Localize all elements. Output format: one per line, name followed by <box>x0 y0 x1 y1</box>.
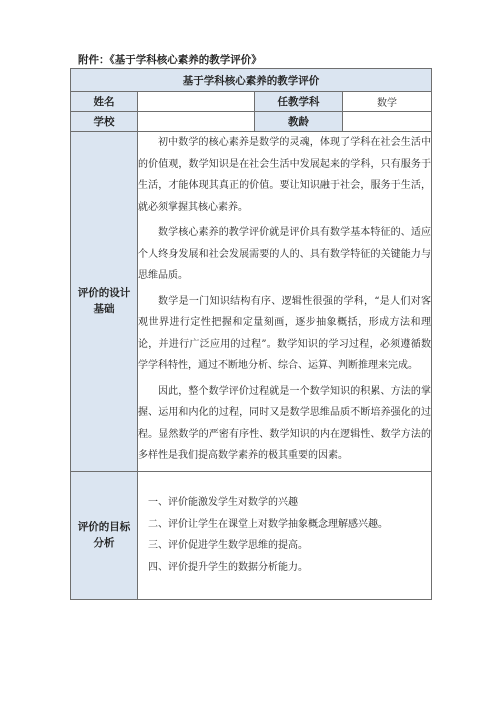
design-basis-label-line2: 基础 <box>93 303 115 316</box>
goal-item-3: 三、评价促进学生数学思维的提高。 <box>148 540 308 551</box>
teaching-age-value-cell <box>343 112 432 132</box>
design-basis-paragraph-2: 数学核心素养的教学评价就是评价具有数学基本特征的、适应个人终身发展和社会发展需要的人的、具有数学特征的关键能力与思维品质。 <box>138 227 431 281</box>
school-label: 学校 <box>71 112 138 132</box>
design-basis-paragraph-1: 初中数学的核心素养是数学的灵魂，体现了学科在社会生活中的价值观，数学知识是在社会生活中发展起来的学科，只有服务于生活，才能体现其真正的价值。要让知识融于社会，服务于生活，就必须掌握其核心素养。 <box>138 137 431 213</box>
goal-analysis-content <box>138 471 432 599</box>
school-value-cell <box>138 112 255 132</box>
form-title: 基于学科核心素养的教学评价 <box>71 69 432 92</box>
design-basis-label-line1: 评价的设计 <box>77 287 131 300</box>
evaluation-form-table <box>70 68 432 600</box>
attachment-title: 附件：《基于学科核心素养的教学评价》 <box>78 54 262 66</box>
goal-item-1: 一、评价能激发学生对数学的兴趣 <box>148 497 298 508</box>
goal-analysis-label-line1: 评价的目标 <box>77 521 131 533</box>
subject-label: 任教学科 <box>255 92 343 112</box>
design-basis-label <box>71 132 138 472</box>
design-basis-content <box>138 132 432 472</box>
teaching-age-label: 教龄 <box>255 112 343 132</box>
design-basis-paragraph-4: 因此，整个数学评价过程就是一个数学知识的积累、方法的掌握、运用和内化的过程，同时又是数学思维品质不断培养强化的过程。显然数学的严密有序性、数学知识的内在逻辑性、数学方法的多样性是我们提高数学素养的极其重要的因素。 <box>138 385 431 461</box>
goal-item-4: 四、评价提升学生的数据分析能力。 <box>148 561 308 573</box>
subject-value: 数学 <box>343 92 432 112</box>
design-basis-paragraph-3: 数学是一门知识结构有序、逻辑性很强的学科，“是人们对客观世界进行定性把握和定量刻画，逐步抽象概括，形成方法和理论，并进行广泛应用的过程”。数学知识的学习过程，必须遵循数学学科特性，通过不断地分析、综合、运算、判断推理来完成。 <box>138 295 431 371</box>
name-label: 姓名 <box>71 92 138 112</box>
name-value-cell <box>138 92 255 112</box>
goal-item-2: 二、评价让学生在课堂上对数学抽象概念理解感兴趣。 <box>148 518 388 530</box>
goal-analysis-label-line2: 分析 <box>93 537 115 549</box>
goal-analysis-label <box>71 471 138 599</box>
